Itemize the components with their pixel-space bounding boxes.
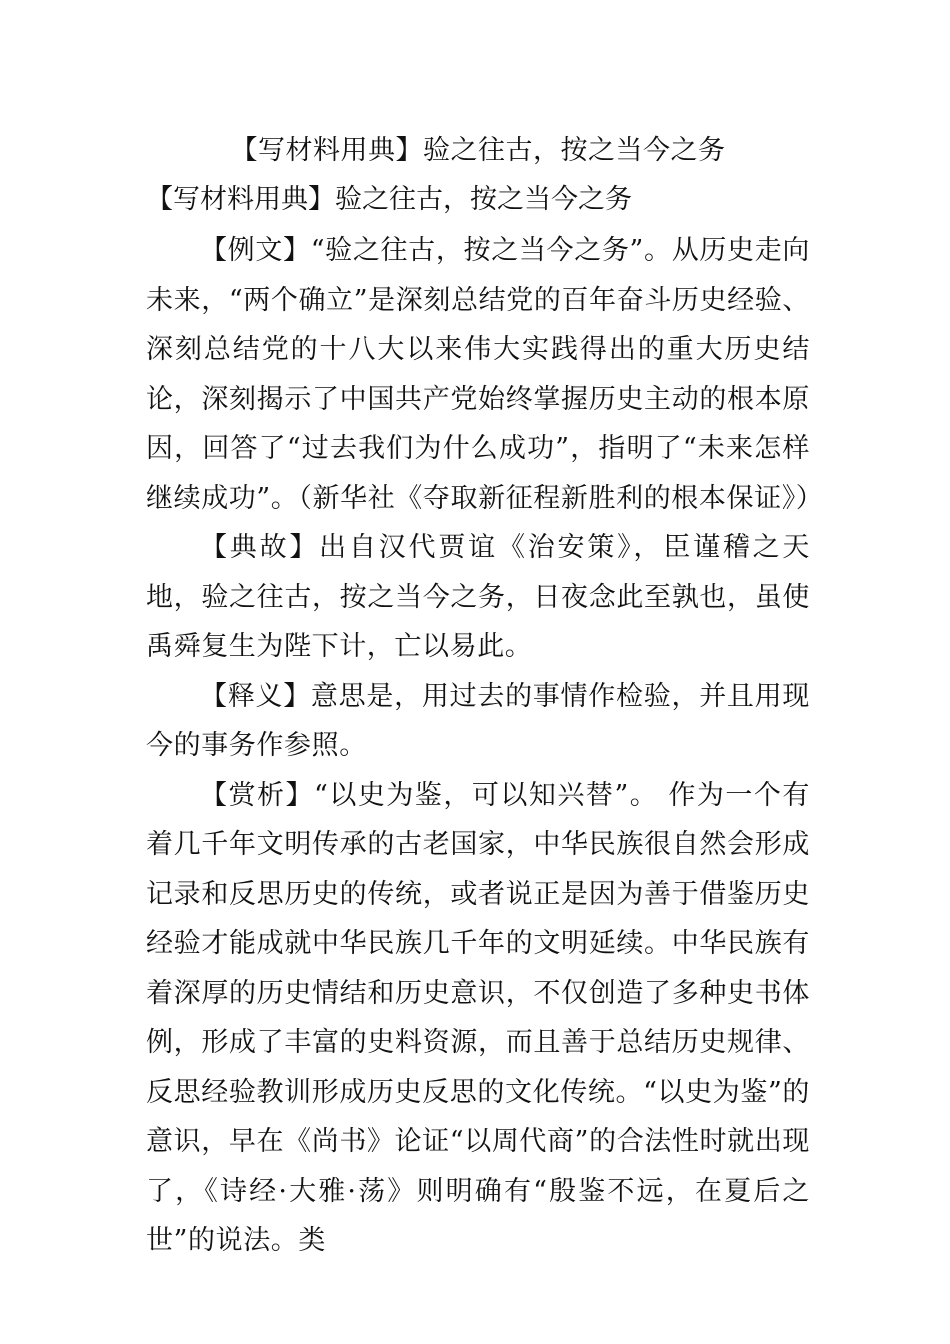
paragraph-allusion: 【典故】出自汉代贾谊《治安策》，臣谨稽之天地，验之往古，按之当今之务，日夜念此至孰也，虽使禹舜复生为陛下计，亡以易此。 [146,532,810,662]
paragraph-example: 【例文】“验之往古，按之当今之务”。从历史走向未来，“两个确立”是深刻总结党的百年奋斗历史经验、深刻总结党的十八大以来伟大实践得出的重大历史结论，深刻揭示了中国共产党始终掌握历史主动的根本原因，回答了“过去我们为什么成功”，指明了“未来怎样继续成功”。（新华社《夺取新征程新胜利的根本保证》） [146,235,824,514]
document-title: 【写材料用典】验之往古，按之当今之务 [230,135,726,166]
document-page [146,128,824,1266]
document-subtitle: 【写材料用典】验之往古，按之当今之务 [146,184,632,215]
paragraph-appreciation: 【赏析】“以史为鉴，可以知兴替”。 作为一个有着几千年文明传承的古老国家，中华民族很自然会形成记录和反思历史的传统，或者说正是因为善于借鉴历史经验才能成就中华民族几千年的文明延续。中华民族有着深厚的历史情结和历史意识，不仅创造了多种史书体例，形成了丰富的史料资源，而且善于总结历史规律、反思经验教训形成历史反思的文化传统。“以史为鉴”的意识，早在《尚书》论证“以周代商”的合法性时就出现了，《诗经·大雅·荡》则明确有“殷鉴不远，在夏后之世”的说法。类 [146,779,810,1256]
paragraph-meaning: 【释义】意思是，用过去的事情作检验，并且用现今的事务作参照。 [146,680,810,761]
